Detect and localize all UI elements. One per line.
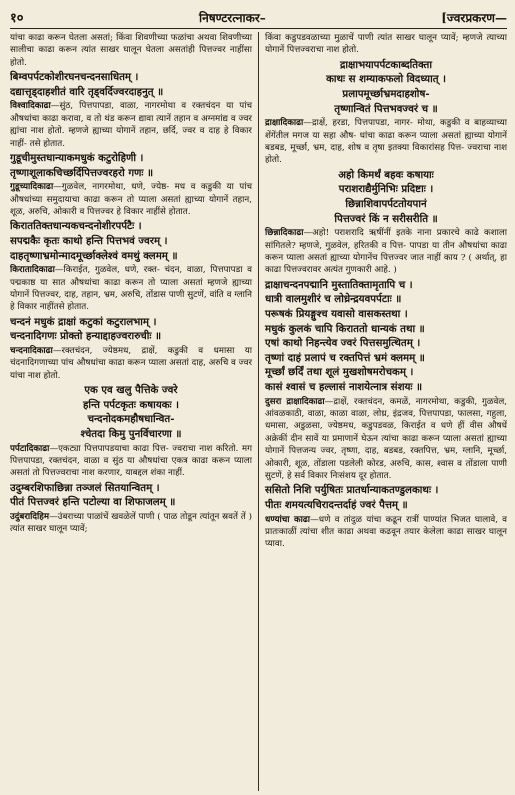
- commentary-paragraph: [265, 32, 507, 57]
- sanskrit-verse-line: धात्री वालमुशीरं च लोध्रेन्द्रयवपर्पटाः ॥: [265, 293, 402, 306]
- commentary-paragraph: [10, 32, 252, 69]
- remedy-title: चन्दनादिकाढा: [10, 346, 53, 357]
- sanskrit-verse-line: मूर्च्छां छर्दिं तथा शूलं मुखशोषमरोचकम् ।: [265, 366, 414, 379]
- remedy-title: विश्वादिकाढा: [10, 101, 51, 112]
- sanskrit-verse-line: एक एव खलु पैत्तिके ज्वरे: [84, 384, 178, 397]
- section-title: [ज्वरप्रकरण—: [441, 10, 507, 25]
- sanskrit-verse-line: पराशराद्यैर्मुनिभिः प्रदिष्टाः ।: [338, 183, 434, 196]
- sanskrit-verse-line: एषां काथो निहन्त्येव ज्वरं पित्तसमुत्थितम् ।: [265, 337, 421, 350]
- sanskrit-verse-line: बिम्वपर्पटकोशीरघनचन्दनसाधितम् ।: [10, 71, 139, 84]
- sanskrit-verse-line: सपद्मकैः कृतः काथो हन्ति पित्तभवं ज्वरम् ।: [10, 235, 168, 248]
- sanskrit-verse-line: द्राक्षाचन्दनपद्मानि मुस्तातिक्तामृतापि च ।: [265, 278, 413, 291]
- sanskrit-verse-line: अहो किमर्थं बहवः कषायाः: [338, 168, 434, 181]
- page-header: [10, 6, 507, 29]
- sanskrit-verse-line: ससितो निशि पर्युषितः प्रातर्धान्याकतण्डुलकाथः ।: [265, 484, 439, 497]
- remedy-title: पर्पटादिकाढा: [10, 443, 50, 454]
- paragraph-text: यांचा काढा करून घेतला असतां; किंवा शिवणीच्या फळांचा अथवा शिवणीच्या सालीचा काढा करून त्यांत साखर घालून घेतला असतांही पित्तज्वर नाहींसा होतो.: [10, 33, 252, 68]
- commentary-paragraph: [265, 396, 507, 483]
- sanskrit-verse-line: गुडूचीमुस्तधान्याकमधुकं कटुरोहिणी ।: [10, 152, 144, 165]
- sanskrit-verse-line: द्राक्षाभयापर्पटकाब्दतिक्ता: [339, 58, 433, 71]
- sanskrit-verse-line: हन्ति पर्पटकृतः कषायकः ।: [82, 398, 180, 411]
- two-column-body: [10, 32, 507, 791]
- sanskrit-verse-line: तृष्णाशूलाकचिच्छर्दिपित्तज्वरहरो गणः ॥: [10, 166, 154, 179]
- sanskrit-verse-line: किराततिक्तधान्यकचन्दनोशीरपर्पटैः ।: [10, 220, 142, 233]
- sanskrit-verse-line: छिन्नाशिवापर्पटतोयपानं: [345, 198, 427, 210]
- commentary-paragraph: [10, 345, 252, 382]
- paragraph-text: —एकट्या पित्तपापडयाचा काढा पित्त- ज्वराचा नाश करितो. मग पित्तपापडा, रक्तचंदन, वाळा व सुंठ या औषधांचा एकत्र काढा करून प्याला असतां तो पित्तज्वराचा नाश करणार, याबद्दल शंका नाहीं.: [10, 443, 252, 479]
- sanskrit-verse-line: तृष्णान्वितं पित्तभवज्वरं च ॥: [334, 102, 438, 115]
- paragraph-text: —द्राक्षें, हरडा, पित्तपापडा, नागर- मोथा, कडुकी व बाहव्याच्या शेंगेंतील मगज या सहा औष- धांचा काढा करून प्याला असतां ह्याच्या योगानें बडबड, मूर्च्छा, भ्रम, दाह, शोष व तृषा इतक्या विकारांसह पित्त- ज्वराचा नाश होतो.: [265, 118, 507, 166]
- sanskrit-verse-line: पित्तज्वरं किं न सरीसरीति ॥: [334, 212, 438, 225]
- paragraph-text: किंवा कडुपडवळाच्या मुळाचें पाणी त्यांत साखर घालून प्यावें; म्हणजे त्याच्या योगानें पित्तज्वराचा नाश होतो.: [265, 33, 507, 56]
- commentary-paragraph: [265, 117, 507, 167]
- paragraph-text: —अहो! पराशरादि ऋषींनीं इतके नाना प्रकारचे काढे कशाला सांगितले? म्हणजे, गुळवेल, हरितकी व पित्त- पापडा या तीन औषधांचा काढा करून प्याला असतां ह्याच्या योगानेंच पित्तज्वर जात नाहीं काय ? ( अर्थात्, हा काढा पित्तज्वरावर अत्यंत गुणकारी आहे. ): [265, 228, 507, 276]
- paragraph-text: —सुंठ, पित्तपापडा, वाळा, नागरमोथा व रक्तचंदन या पांच औषधांचा काढा करावा, व तो थंड करून द्यावा त्यानें तहान व अग्नमांद्य व ज्वर ह्यांचा नाश होतो. म्हणजे ह्याच्या योगानें तहान, छर्दि, ज्वर व दाह हे विकार नाहीं- तसे होतात.: [10, 101, 252, 149]
- paragraph-text: —किराईत, गुळवेल, धणे, रक्त- चंदन, वाळा, पित्तपापडा व पद्मकाष्ठ या सात औषधांचा काढा करून तो प्याला असतां म्हणजे ह्याच्या योगानें पित्तज्वर, दाह, तहान, भ्रम, अरुचि, तोंडास पाणी सुटणें, वांति व ग्लानि हे विकार नाहींतसे होतात.: [10, 265, 252, 313]
- sanskrit-verse-line: दद्यात्तृड्दाहशीतं वारि तृड्वर्दिज्वरदाहनुत् ॥: [10, 85, 164, 98]
- left-column: [10, 32, 258, 791]
- remedy-title: गुडूच्यादिकाढा: [10, 182, 54, 193]
- right-column: [259, 32, 507, 791]
- sanskrit-verse-line: कासं श्वासं च हल्लासं नाशयेत्नात्र संशयः ॥: [265, 380, 423, 393]
- sanskrit-verse-line: श्चेतदा किमु पुनर्विचारणा ॥: [80, 428, 182, 441]
- paragraph-text: —द्राक्षें, रक्तचंदन, कमळें, नागरमोथा, कडुकी, गुळवेल, आंवळकाठी, वाळा, काळा वाळा, लोध्र, इंद्रजव, पित्तपापडा, फालसा, गहुला, धमासा, अडुळसा, ज्येष्ठमध, कडुपडवळ, किराईत व धणे हीं वीस औषधें अक्रेकीं दीन सावें या प्रमाणानें घेऊन त्यांचा काढा करून प्याला असतां ह्याच्या योगानें पित्तजन्य ज्वर, तृष्णा, दाह, बडबड, रक्तपित्त, भ्रम, ग्लानि, मूर्च्छा, ओकारी, शूळ, तोंडाला पडलेली कोरड, अरुचि, कास, श्वास व तोंडाला पाणी सुटणें, हे सर्व विकार निःसंशय दूर होतात.: [265, 396, 507, 481]
- commentary-paragraph: [10, 181, 252, 218]
- sanskrit-verse-line: चन्दनादिगणः प्रोक्तो हन्याद्दाहज्वरारुचीः ॥: [10, 330, 162, 343]
- page-number: १०: [10, 11, 24, 26]
- sanskrit-verse-line: चन्दनं मधुकं द्राक्षां कटुकां कटुरालभाम् ।: [10, 315, 157, 328]
- remedy-title: दुसरा द्राक्षादिकाढा: [265, 396, 325, 407]
- paragraph-text: —धणे व तांदुळ यांचा कढून रात्रीं पाण्यांत भिजत घालावे, व प्रातःकाळीं त्यांचा शीत काढा अथवा कढवून तयार केलेला काढा साखर घालून प्यावा.: [265, 514, 507, 550]
- commentary-paragraph: [10, 443, 252, 480]
- remedy-title: छिन्नादिकाढा: [265, 228, 304, 239]
- sanskrit-verse-line: मधुकं कुलकं चापि किराततो धान्यकं तथा ॥: [265, 322, 425, 335]
- paragraph-text: —रक्तचंदन, ज्येष्ठमध, द्राक्षें, कडुकी व धमासा या चंदनादिगणाच्या पांच औषधांचा काढा करून प्याला असतां दाह, अरुचि व ज्वर यांचा नाश होतो.: [10, 346, 252, 381]
- commentary-paragraph: [10, 511, 252, 536]
- sanskrit-verse-line: प्रलापमूर्च्छाभ्रमदाहशोष-: [342, 88, 430, 100]
- sanskrit-verse-line: परूषकं प्रियङ्गुश्च यवासो वासकस्तथा ।: [265, 308, 408, 320]
- commentary-paragraph: [265, 514, 507, 551]
- sanskrit-verse-line: पीतः शमयत्यचिरादन्तर्दाहं ज्वरं पैत्तम् ॥: [265, 499, 408, 511]
- sanskrit-verse-line: तृष्णां दाहं प्रलापं च रक्तपित्तं भ्रमं क्लमम् ॥: [265, 351, 425, 364]
- paragraph-text: —उंबराच्या पाळांचें खवळेलें पाणी ( पाळ तोडून त्यांतून स्रवतें तें ) त्यांत साखर घालून प्यावें;: [10, 512, 252, 535]
- commentary-paragraph: [10, 264, 252, 314]
- sanskrit-verse-line: दाहतृष्णाभ्रमोन्मादमूर्च्छाक्लेश्वं वमथुं क्लमम् ॥: [10, 249, 178, 262]
- remedy-title: धण्यांचा काढा: [265, 514, 311, 525]
- sanskrit-verse-line: उदुम्बरशिफाछिन्ना तञ्जलं सितयान्वितम् ।: [10, 481, 160, 494]
- sanskrit-verse-line: चन्दनोदकमहौषधान्वित-: [87, 413, 175, 426]
- commentary-paragraph: [10, 100, 252, 150]
- commentary-paragraph: [265, 227, 507, 277]
- remedy-title: किरातादिकाढा: [10, 265, 55, 276]
- running-title: निषण्टरत्नाकर–: [198, 10, 266, 25]
- sanskrit-verse-line: पीतं पित्तज्वरं हन्ति पटोल्या वा शिफाजलम् ॥: [10, 496, 176, 509]
- paragraph-text: —गुळवेल, नागरमोथा, धणे, ज्येष्ठ- मध व कडुकी या पांच औषधांच्या समुदायाचा काढा करून तो प्याला असतां ह्याच्या योगानें तहान, शूळ, अरुचि, ओकारी व पित्तज्वर हे विकार नाहींसे होतात.: [10, 182, 252, 218]
- remedy-title: द्राक्षादिकाढा: [265, 118, 304, 129]
- sanskrit-verse-line: काथः स शम्याकफलो विदध्यात् ।: [326, 73, 446, 86]
- remedy-title: उदुंबरादिहिम: [10, 512, 50, 523]
